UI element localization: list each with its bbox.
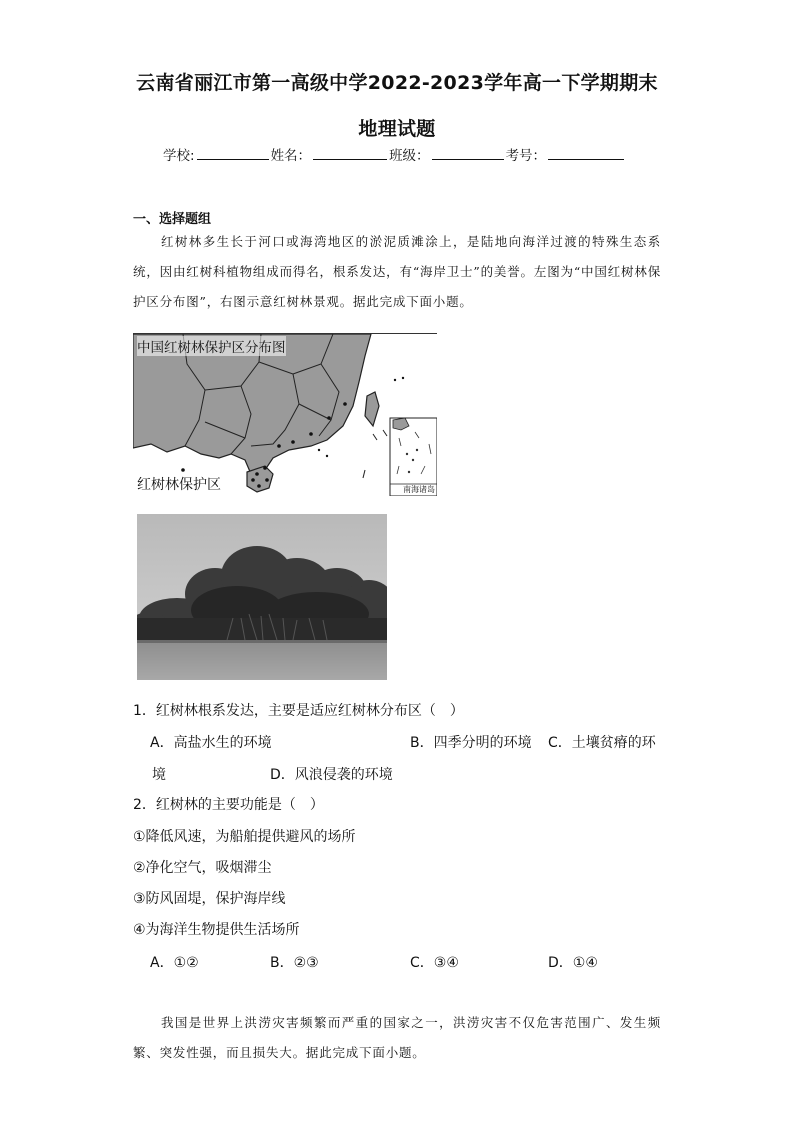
q1-option-a[interactable]: A．高盐水生的环境 bbox=[150, 735, 272, 751]
student-info-line bbox=[163, 144, 626, 164]
q2-statement-1: ①降低风速，为船舶提供避风的场所 bbox=[133, 829, 356, 845]
number-blank[interactable] bbox=[548, 145, 624, 160]
passage-mangrove: 红树林多生长于河口或海湾地区的淤泥质滩涂上，是陆地向海洋过渡的特殊生态系统，因由红树科植物组成而得名，根系发达，有“海岸卫士”的美誉。左图为“中国红树林保护区分布图”，右图示意红树林景观。据此完成下面小题。 bbox=[133, 234, 661, 309]
name-label: 姓名： bbox=[270, 148, 312, 164]
mangrove-photo bbox=[137, 514, 387, 680]
school-label: 学校: bbox=[163, 148, 195, 164]
passage-flood: 我国是世界上洪涝灾害频繁而严重的国家之一，洪涝灾害不仅危害范围广、发生频繁、突发性强，而且损失大。据此完成下面小题。 bbox=[133, 1015, 661, 1060]
q1-option-c[interactable]: C．土壤贫瘠的环 bbox=[548, 735, 656, 751]
china-map-graphic bbox=[133, 334, 437, 496]
question-1-stem: 1．红树林根系发达，主要是适应红树林分布区（ ） bbox=[133, 703, 464, 719]
name-blank[interactable] bbox=[313, 145, 387, 160]
exam-title: 云南省丽江市第一高级中学2022-2023学年高一下学期期末 bbox=[136, 72, 658, 94]
map-title: 中国红树林保护区分布图 bbox=[137, 336, 286, 356]
q2-statement-2: ②净化空气，吸烟滞尘 bbox=[133, 860, 272, 876]
mangrove-landscape-image bbox=[137, 514, 387, 680]
mangrove-distribution-map bbox=[133, 333, 437, 496]
inset-label: 南海诸岛 bbox=[403, 485, 435, 494]
exam-subject: 地理试题 bbox=[358, 118, 436, 140]
q2-option-d[interactable]: D．①④ bbox=[548, 955, 598, 971]
q2-statement-4: ④为海洋生物提供生活场所 bbox=[133, 922, 300, 938]
q1-option-d[interactable]: D．风浪侵袭的环境 bbox=[270, 767, 393, 783]
class-blank[interactable] bbox=[432, 145, 504, 160]
class-label: 班级： bbox=[389, 148, 430, 164]
nine-dash-marks bbox=[363, 430, 387, 478]
map-legend: 红树林保护区 bbox=[137, 477, 221, 493]
taiwan-island bbox=[365, 392, 379, 426]
school-blank[interactable] bbox=[197, 145, 269, 160]
q2-option-c[interactable]: C．③④ bbox=[410, 955, 459, 971]
question-2-stem: 2．红树林的主要功能是（ ） bbox=[133, 797, 324, 813]
q2-option-a[interactable]: A．①② bbox=[150, 955, 199, 971]
q2-option-b[interactable]: B．②③ bbox=[270, 955, 319, 971]
q2-statement-3: ③防风固堤，保护海岸线 bbox=[133, 891, 286, 907]
q1-option-b[interactable]: B．四季分明的环境 bbox=[410, 735, 532, 751]
section-heading: 一、选择题组 bbox=[133, 212, 212, 227]
q1-option-c-wrap: 境 bbox=[152, 767, 166, 783]
number-label: 考号： bbox=[505, 148, 547, 164]
